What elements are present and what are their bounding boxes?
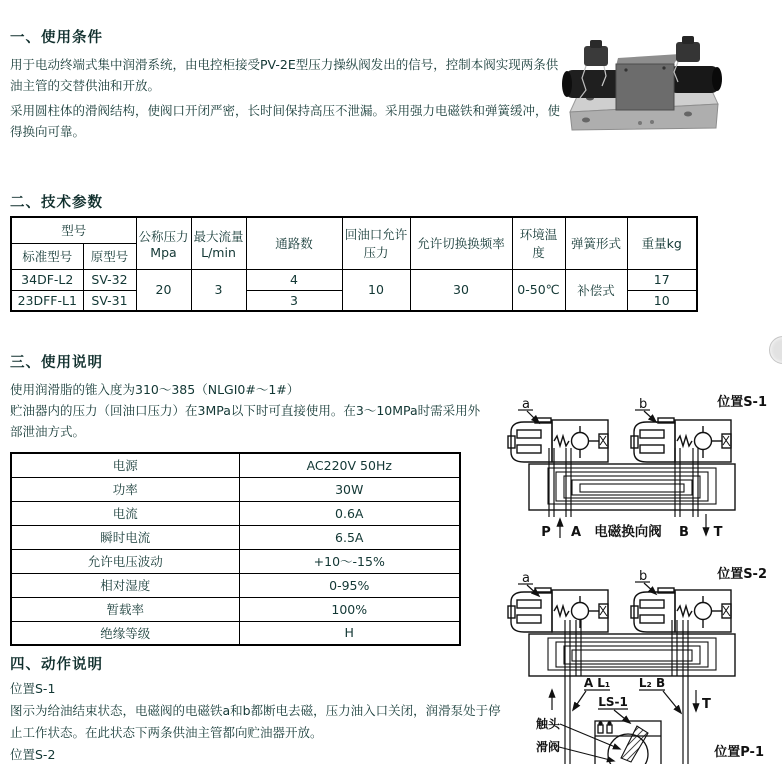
spec-header-weight: 重量kg: [627, 217, 697, 269]
valve-name-label: 电磁换向阀: [594, 524, 662, 540]
usage-paragraph-1: 用于电动终端式集中润滑系统，由电控柜接受PV-2E型压力操纵阀发出的信号，控制本阀实现两条供油主管的交替供油和开放。: [10, 57, 559, 93]
section-action-description: [10, 653, 504, 766]
spec-header-flow-unit: L/min: [201, 244, 236, 260]
table-row: [11, 573, 460, 597]
port-p-label: P: [541, 525, 551, 540]
table-row: [11, 477, 460, 501]
contact-label: 触头: [536, 717, 561, 731]
diagram-position-s2-p1: [480, 560, 782, 764]
section-title-action-description: 四、动作说明: [10, 657, 103, 673]
spec-header-return-line2: 压力: [363, 245, 389, 261]
spec-row-1: [11, 269, 697, 290]
product-photo: [556, 24, 724, 134]
power-value: +10～-15%: [239, 549, 460, 573]
power-label: 瞬时电流: [11, 525, 239, 549]
manifold-and-channels: [529, 464, 735, 510]
spec-cell-std-1: 34DF-L2: [11, 269, 83, 290]
reservoir-pressure-paragraph: 贮油器内的压力（回油口压力）在3MPa以下时可直接使用。在3～10MPa时需采用外部泄油方式。: [10, 403, 481, 439]
power-value: H: [239, 621, 460, 645]
diagram-position-s1: [480, 372, 782, 564]
spec-cell-flow: 3: [191, 269, 246, 311]
table-row: [11, 501, 460, 525]
spec-cell-weight-1: 17: [627, 269, 697, 290]
table-row: [11, 597, 460, 621]
position-s2-label: 位置S-2: [10, 747, 56, 762]
spec-cell-pressure: 20: [136, 269, 191, 311]
diagram-s2-coil-a-label: a: [522, 571, 530, 586]
spool-label: 滑阀: [536, 740, 561, 754]
spec-header-switch-freq: 允许切换换频率: [410, 217, 512, 269]
spec-header-spring-type: 弹簧形式: [565, 217, 627, 269]
spec-cell-passages-2: 3: [246, 290, 342, 311]
table-row: [11, 549, 460, 573]
diagram-s2-caption: 位置S-2: [717, 567, 767, 582]
spec-header-flow-text: 最大流量: [193, 228, 244, 244]
power-value: 100%: [239, 597, 460, 621]
spec-header-ambient-temp: 环境温度: [512, 217, 565, 269]
power-label: 功率: [11, 477, 239, 501]
power-value: AC220V 50Hz: [239, 453, 460, 477]
power-table: [10, 452, 461, 646]
spec-header-passages: 通路数: [246, 217, 342, 269]
spec-cell-orig-2: SV-31: [83, 290, 136, 311]
power-value: 0-95%: [239, 573, 460, 597]
line-l2-b-label: L₂ B: [638, 676, 666, 690]
spec-cell-spring-type: 补偿式: [565, 269, 627, 311]
solenoid-valve-a-symbol: [508, 588, 608, 632]
section-title-usage-conditions: 一、使用条件: [10, 30, 103, 46]
section-tech-params: [10, 191, 103, 219]
spec-header-return-pressure: [342, 217, 410, 269]
spec-header-std-model: 标准型号: [11, 243, 83, 269]
section-usage-instructions: [10, 351, 492, 446]
line-a-l1-label: A L₁: [583, 676, 611, 690]
position-s1-label: 位置S-1: [10, 681, 56, 696]
ls-1-label: LS-1: [598, 695, 628, 709]
cam-wedge: [621, 726, 648, 762]
power-label: 允许电压波动: [11, 549, 239, 573]
table-row: [11, 525, 460, 549]
spec-cell-switch-freq: 30: [410, 269, 512, 311]
spec-cell-weight-2: 10: [627, 290, 697, 311]
spec-table: [10, 216, 698, 312]
section-usage-conditions: [10, 26, 566, 146]
diagram-s2-coil-b-label: b: [639, 569, 648, 584]
usage-paragraph-2: 采用圆柱体的滑阀结构，使阀口开闭严密，长时间保持高压不泄漏。采用强力电磁铁和弹簧缓冲，使得换向可靠。: [10, 103, 561, 139]
port-t-label: T: [713, 525, 723, 540]
power-value: 30W: [239, 477, 460, 501]
spec-header-return-line1: 回油口允许: [344, 227, 408, 243]
table-row: [11, 453, 460, 477]
power-value: 0.6A: [239, 501, 460, 525]
floating-button-partial[interactable]: [769, 336, 782, 364]
solenoid-valve-b-symbol: [631, 588, 731, 632]
port-b-label: B: [679, 525, 689, 540]
diagram-s1-caption: 位置S-1: [717, 395, 767, 410]
port-a-label: A: [570, 525, 582, 540]
spec-cell-orig-1: SV-32: [83, 269, 136, 290]
section-title-usage-instructions: 三、使用说明: [10, 355, 103, 371]
spec-header-pressure: [136, 217, 191, 269]
spec-cell-passages-1: 4: [246, 269, 342, 290]
spec-header-pressure-text: 公称压力: [138, 228, 189, 244]
section-title-tech-params: 二、技术参数: [10, 195, 103, 211]
solenoid-valve-b-symbol: [631, 418, 731, 462]
spec-header-model: 型号: [11, 217, 136, 243]
grease-penetration-line: 使用润滑脂的锥入度为310～385（NLGI0#～1#）: [10, 382, 300, 397]
spec-cell-ambient-temp: 0-50℃: [512, 269, 565, 311]
spec-header-orig-model: 原型号: [83, 243, 136, 269]
power-label: 电流: [11, 501, 239, 525]
diagram-s1-coil-b-label: b: [639, 397, 648, 412]
valve-photo-illustration: [562, 36, 722, 130]
manifold-and-channels: [529, 634, 735, 676]
spec-header-pressure-unit: Mpa: [150, 244, 177, 260]
spec-cell-std-2: 23DFF-L1: [11, 290, 83, 311]
power-label: 电源: [11, 453, 239, 477]
power-value: 6.5A: [239, 525, 460, 549]
limit-switch-box: [559, 721, 661, 764]
solenoid-valve-a-symbol: [508, 418, 608, 462]
power-label: 暂载率: [11, 597, 239, 621]
diagram-s1-coil-a-label: a: [522, 397, 530, 412]
action-paragraph-s1: 图示为给油结束状态，电磁阀的电磁铁a和b都断电去磁，压力油入口关闭，润滑泵处于停止工作状态。在此状态下两条供油主管都向贮油器开放。: [10, 703, 501, 740]
spec-header-flow: [191, 217, 246, 269]
table-row: [11, 621, 460, 645]
port-t-label: T: [702, 697, 711, 712]
spec-cell-return-pressure: 10: [342, 269, 410, 311]
power-label: 绝缘等级: [11, 621, 239, 645]
diagram-p1-caption: 位置P-1: [714, 745, 764, 760]
power-label: 相对湿度: [11, 573, 239, 597]
